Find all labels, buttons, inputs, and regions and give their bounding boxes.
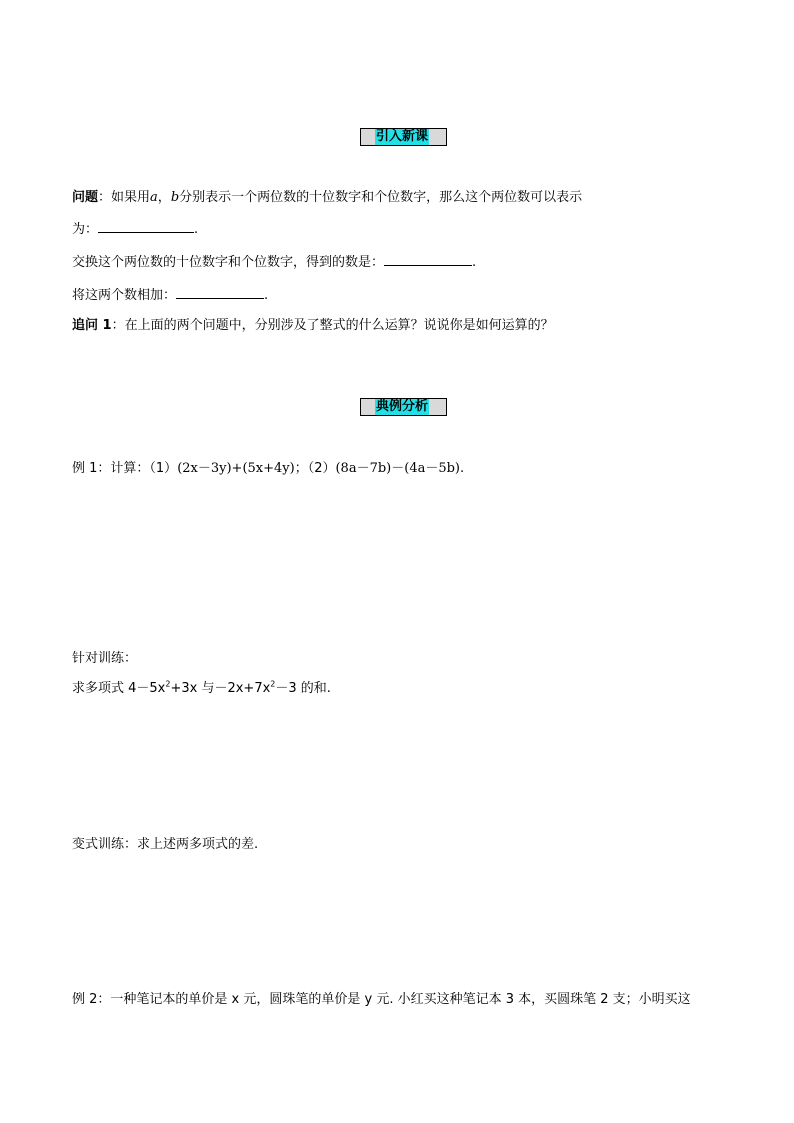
training-pre: 求多项式 4－5x <box>72 681 166 696</box>
training-exp-1: 2 <box>165 679 171 689</box>
example1-text: ：计算：（1） <box>97 461 178 476</box>
training-post: －3 的和. <box>275 681 331 696</box>
problem-text-a: ：如果用 <box>98 190 151 205</box>
example2-label: 例 2 <box>72 992 98 1007</box>
swap-text: 交换这个两位数的十位数字和个位数字，得到的数是： <box>72 255 385 270</box>
var-a: a <box>150 190 158 205</box>
swap-period: . <box>472 255 477 270</box>
answer-blank-1[interactable] <box>98 218 194 233</box>
example1-line <box>72 457 464 476</box>
problem-period: . <box>194 222 199 237</box>
example1-label: 例 1 <box>72 461 98 476</box>
example1-sep: ；（2） <box>294 461 336 476</box>
sum-text: 将这两个数相加： <box>72 288 177 303</box>
section-title-examples-text: 典例分析 <box>376 399 429 414</box>
section-title-intro-text: 引入新课 <box>376 129 429 144</box>
example2-text: ：一种笔记本的单价是 x 元，圆珠笔的单价是 y 元. 小红买这种笔记本 3 本，买圆珠笔 2 支；小明买这 <box>97 992 691 1007</box>
problem-line-1 <box>72 186 582 205</box>
problem-line2-text: 为： <box>72 222 99 237</box>
training-line <box>72 677 331 696</box>
example2-line <box>72 988 691 1007</box>
example1-expr2: (8a－7b)－(4a－5b) <box>335 461 461 476</box>
problem-comma: ， <box>157 190 171 205</box>
training-exp-2: 2 <box>270 679 276 689</box>
swap-line <box>72 251 476 270</box>
example1-expr1: (2x－3y)+(5x+4y) <box>177 461 295 476</box>
example1-period: . <box>460 461 465 476</box>
followup-text: ：在上面的两个问题中，分别涉及了整式的什么运算？说说你是如何运算的？ <box>111 318 554 333</box>
followup-line <box>72 314 554 333</box>
training-heading: 针对训练： <box>72 651 138 666</box>
answer-blank-2[interactable] <box>384 251 472 266</box>
section-title-examples <box>360 398 447 416</box>
problem-text-b: 分别表示一个两位数的十位数字和个位数字，那么这个两位数可以表示 <box>179 190 583 205</box>
problem-label: 问题 <box>72 190 99 205</box>
training-mid: +3x 与－2x+7x <box>170 681 271 696</box>
answer-blank-3[interactable] <box>176 284 264 299</box>
problem-line-2 <box>72 218 198 237</box>
var-b: b <box>170 190 180 205</box>
followup-label: 追问 1 <box>72 318 112 333</box>
variant-line: 变式训练：求上述两多项式的差. <box>72 837 259 852</box>
sum-line <box>72 284 268 303</box>
section-title-intro <box>360 128 447 146</box>
sum-period: . <box>264 288 269 303</box>
